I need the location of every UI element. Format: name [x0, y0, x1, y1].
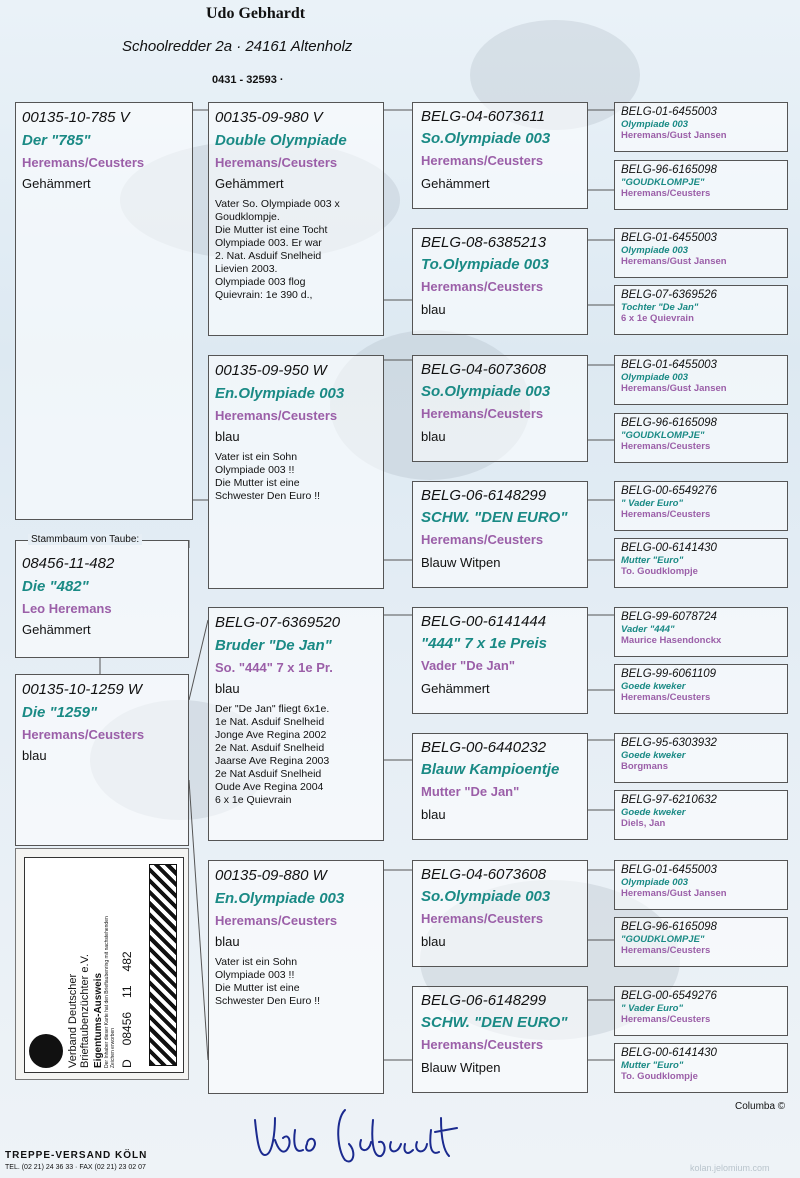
pedigree-note: Der "De Jan" fliegt 6x1e. 1e Nat. Asduif Snelheid Jonge Ave Regina 2002 2e Nat. Asduif Snelheid Jaarse Ave Regina 2003 2e Nat Asduif Snelheid Oude Ave Regina 2004 6 x 1e Quievrain [215, 703, 330, 806]
grandparent-pigeon-card [412, 860, 588, 967]
grandparent-pigeon-card [412, 355, 588, 462]
great-grandparent-pigeon-card [614, 917, 788, 967]
breeder-label: To. Goudklompje [621, 566, 698, 577]
ring-number: BELG-00-6440232 [421, 739, 547, 756]
ring-number: BELG-00-6141430 [621, 1047, 717, 1059]
pigeon-name: Olympiade 003 [621, 119, 689, 130]
breeder-label: Heremans/Ceusters [621, 509, 711, 520]
breeder-label: Heremans/Ceusters [621, 188, 711, 199]
ring-number: BELG-08-6385213 [421, 234, 547, 251]
great-grandparent-pigeon-card [614, 228, 788, 278]
pigeon-name: Goede kweker [621, 750, 686, 761]
pigeon-name: "GOUDKLOMPJE" [621, 430, 705, 441]
breeder-label: Heremans/Ceusters [421, 1037, 544, 1052]
breeder-label: Heremans/Ceusters [22, 155, 145, 170]
grandparent-pigeon-card [412, 481, 588, 588]
breeder-label: Leo Heremans [22, 601, 112, 616]
stammbaum-label: Stammbaum von Taube: [28, 534, 142, 545]
color-label: blau [215, 934, 240, 949]
color-label: blau [215, 681, 240, 696]
pigeon-name: Mutter "Euro" [621, 555, 684, 566]
parent-pigeon-card [208, 355, 384, 589]
pigeon-name: So.Olympiade 003 [421, 383, 551, 400]
ring-number: BELG-07-6369526 [621, 289, 717, 301]
pigeon-name: Blauw Kampioentje [421, 761, 560, 778]
breeder-label: 6 x 1e Quievrain [621, 313, 694, 324]
breeder-label: Heremans/Ceusters [621, 441, 711, 452]
great-grandparent-pigeon-card [614, 733, 788, 783]
grandparent-pigeon-card [412, 102, 588, 209]
ring-number: BELG-00-6141444 [421, 613, 547, 630]
ring-number: BELG-04-6073608 [421, 361, 547, 378]
breeder-label: Heremans/Ceusters [215, 155, 338, 170]
color-label: Blauw Witpen [421, 555, 501, 570]
breeder-label: Heremans/Ceusters [421, 532, 544, 547]
footer-company: TREPPE-VERSAND KÖLN [5, 1150, 148, 1161]
pigeon-name: Vader "444" [621, 624, 675, 635]
pigeon-name: Goede kweker [621, 681, 686, 692]
pigeon-name: Olympiade 003 [621, 245, 689, 256]
color-label: blau [421, 302, 446, 317]
pigeon-name: Goede kweker [621, 807, 686, 818]
ring-number: 00135-09-880 W [215, 867, 327, 884]
breeder-label: Heremans/Ceusters [621, 945, 711, 956]
ring-number: BELG-01-6455003 [621, 232, 717, 244]
color-label: Gehämmert [22, 176, 91, 191]
pigeon-name: Mutter "Euro" [621, 1060, 684, 1071]
color-label: Gehämmert [421, 681, 490, 696]
pedigree-note: Vater ist ein Sohn Olympiade 003 !! Die Mutter ist eine Schwester Den Euro !! [215, 451, 321, 502]
great-grandparent-pigeon-card [614, 664, 788, 714]
pigeon-name: Die "1259" [22, 704, 98, 721]
great-grandparent-pigeon-card [614, 860, 788, 910]
org-name-line2: Brieftaubenzüchter e.V. [79, 954, 91, 1068]
grandparent-pigeon-card [412, 228, 588, 335]
breeder-label: Heremans/Ceusters [421, 406, 544, 421]
pedigree-note: Vater ist ein Sohn Olympiade 003 !! Die Mutter ist eine Schwester Den Euro !! [215, 956, 321, 1007]
ring-number: BELG-01-6455003 [621, 864, 717, 876]
ring-number: BELG-97-6210632 [621, 794, 717, 806]
breeder-label: Heremans/Ceusters [421, 911, 544, 926]
ring-number: BELG-00-6549276 [621, 485, 717, 497]
breeder-label: Heremans/Ceusters [621, 1014, 711, 1025]
grandparent-pigeon-card [412, 733, 588, 840]
breeder-label: So. "444" 7 x 1e Pr. [215, 660, 333, 675]
ring-number: BELG-00-6549276 [621, 990, 717, 1002]
pedigree-pigeon-card [15, 540, 189, 658]
great-grandparent-pigeon-card [614, 790, 788, 840]
parent-pigeon-card [208, 102, 384, 336]
ring-number: BELG-07-6369520 [215, 614, 341, 631]
footer-watermark: kolan.jelomium.com [690, 1163, 770, 1173]
breeder-label: Heremans/Gust Jansen [621, 256, 727, 267]
ring-year: 11 [120, 985, 134, 998]
ring-number: 00135-10-1259 W [22, 681, 143, 698]
ring-number: 08456 [120, 1011, 134, 1046]
ring-serial: 482 [120, 951, 134, 972]
pigeon-name: Der "785" [22, 132, 91, 149]
great-grandparent-pigeon-card [614, 986, 788, 1036]
color-label: blau [421, 934, 446, 949]
card-title: Eigentums-Ausweis [93, 972, 104, 1068]
pigeon-name: So.Olympiade 003 [421, 130, 551, 147]
pigeon-name: En.Olympiade 003 [215, 890, 345, 907]
color-label: blau [421, 807, 446, 822]
great-grandparent-pigeon-card [614, 1043, 788, 1093]
pigeon-name: So.Olympiade 003 [421, 888, 551, 905]
pigeon-name: "GOUDKLOMPJE" [621, 934, 705, 945]
color-label: Blauw Witpen [421, 1060, 501, 1075]
card-pattern-strip [149, 864, 177, 1066]
breeder-label: Heremans/Ceusters [215, 408, 338, 423]
mate-pigeon-card [15, 674, 189, 846]
ring-number: BELG-96-6165098 [621, 164, 717, 176]
breeder-label: Heremans/Ceusters [421, 153, 544, 168]
breeder-label: Heremans/Gust Jansen [621, 383, 727, 394]
breeder-phone: 0431 - 32593 · [212, 74, 284, 86]
pigeon-name: Tochter "De Jan" [621, 302, 699, 313]
breeder-label: Vader "De Jan" [421, 658, 515, 673]
ring-number: 08456-11-482 [22, 555, 115, 572]
copyright-label: Columba © [735, 1101, 786, 1112]
ring-number: BELG-96-6165098 [621, 921, 717, 933]
pigeon-name: " Vader Euro" [621, 498, 683, 509]
breeder-label: Heremans/Ceusters [621, 692, 711, 703]
color-label: Gehämmert [215, 176, 284, 191]
card-fine-print: Der Inhaber dieser Karte hat den Brieftaubenring mit nachstehenden Zeichen erworben [104, 916, 116, 1068]
pigeon-name: Olympiade 003 [621, 877, 689, 888]
breeder-name: Udo Gebhardt [206, 5, 306, 22]
parent-pigeon-card [208, 607, 384, 841]
breeder-address: Schoolredder 2a · 24161 Altenholz [122, 38, 353, 55]
ring-number: BELG-01-6455003 [621, 359, 717, 371]
pigeon-name: En.Olympiade 003 [215, 385, 345, 402]
color-label: blau [215, 429, 240, 444]
breeder-label: Heremans/Ceusters [215, 913, 338, 928]
ring-number: BELG-99-6078724 [621, 611, 717, 623]
great-grandparent-pigeon-card [614, 413, 788, 463]
pigeon-name: Bruder "De Jan" [215, 637, 332, 654]
footer-contact: TEL. (02 21) 24 36 33 · FAX (02 21) 23 02 07 [5, 1164, 146, 1171]
breeder-label: Heremans/Gust Jansen [621, 888, 727, 899]
great-grandparent-pigeon-card [614, 607, 788, 657]
ring-number: BELG-99-6061109 [621, 668, 717, 680]
great-grandparent-pigeon-card [614, 102, 788, 152]
handwritten-signature [245, 1100, 475, 1170]
pigeon-name: "444" 7 x 1e Preis [421, 635, 547, 652]
great-grandparent-pigeon-card [614, 285, 788, 335]
breeder-label: To. Goudklompje [621, 1071, 698, 1082]
color-label: blau [22, 748, 47, 763]
parent-pigeon-card [208, 860, 384, 1094]
ring-number: BELG-06-6148299 [421, 487, 547, 504]
breeder-label: Diels, Jan [621, 818, 666, 829]
org-name-line1: Verband Deutscher [67, 973, 79, 1068]
color-label: Gehämmert [421, 176, 490, 191]
grandparent-pigeon-card [412, 607, 588, 714]
ownership-id-card [15, 848, 189, 1080]
ring-number: 00135-09-980 V [215, 109, 323, 126]
breeder-label: Mutter "De Jan" [421, 784, 520, 799]
color-label: blau [421, 429, 446, 444]
breeder-label: Maurice Hasendonckx [621, 635, 722, 646]
pigeon-name: To.Olympiade 003 [421, 256, 549, 273]
ring-number: BELG-04-6073611 [421, 108, 545, 125]
breeder-label: Borgmans [621, 761, 668, 772]
pigeon-name: "GOUDKLOMPJE" [621, 177, 705, 188]
subject-pigeon-card [15, 102, 193, 520]
breeder-label: Heremans/Gust Jansen [621, 130, 727, 141]
pigeon-name: Double Olympiade [215, 132, 347, 149]
ring-number: BELG-06-6148299 [421, 992, 547, 1009]
great-grandparent-pigeon-card [614, 160, 788, 210]
ring-number: BELG-96-6165098 [621, 417, 717, 429]
ring-number: BELG-04-6073608 [421, 866, 547, 883]
pigeon-name: SCHW. "DEN EURO" [421, 509, 568, 526]
color-label: Gehämmert [22, 622, 91, 637]
breeder-label: Heremans/Ceusters [22, 727, 145, 742]
ring-number: BELG-00-6141430 [621, 542, 717, 554]
ring-number: BELG-95-6303932 [621, 737, 717, 749]
pigeon-name: SCHW. "DEN EURO" [421, 1014, 568, 1031]
pigeon-name: Olympiade 003 [621, 372, 689, 383]
great-grandparent-pigeon-card [614, 355, 788, 405]
card-logo [29, 1034, 63, 1068]
great-grandparent-pigeon-card [614, 538, 788, 588]
ring-number: 00135-10-785 V [22, 109, 130, 126]
ring-prefix: D [120, 1059, 134, 1068]
grandparent-pigeon-card [412, 986, 588, 1093]
breeder-label: Heremans/Ceusters [421, 279, 544, 294]
ring-number: 00135-09-950 W [215, 362, 327, 379]
pigeon-name: " Vader Euro" [621, 1003, 683, 1014]
ring-number: BELG-01-6455003 [621, 106, 717, 118]
pedigree-note: Vater So. Olympiade 003 x Goudklompje. Die Mutter ist eine Tocht Olympiade 003. Er war 2. Nat. Asduif Snelheid Lievien 2003. Olympiade 003 flog Quievrain: 1e 390 d., [215, 198, 340, 301]
great-grandparent-pigeon-card [614, 481, 788, 531]
pigeon-name: Die "482" [22, 578, 89, 595]
